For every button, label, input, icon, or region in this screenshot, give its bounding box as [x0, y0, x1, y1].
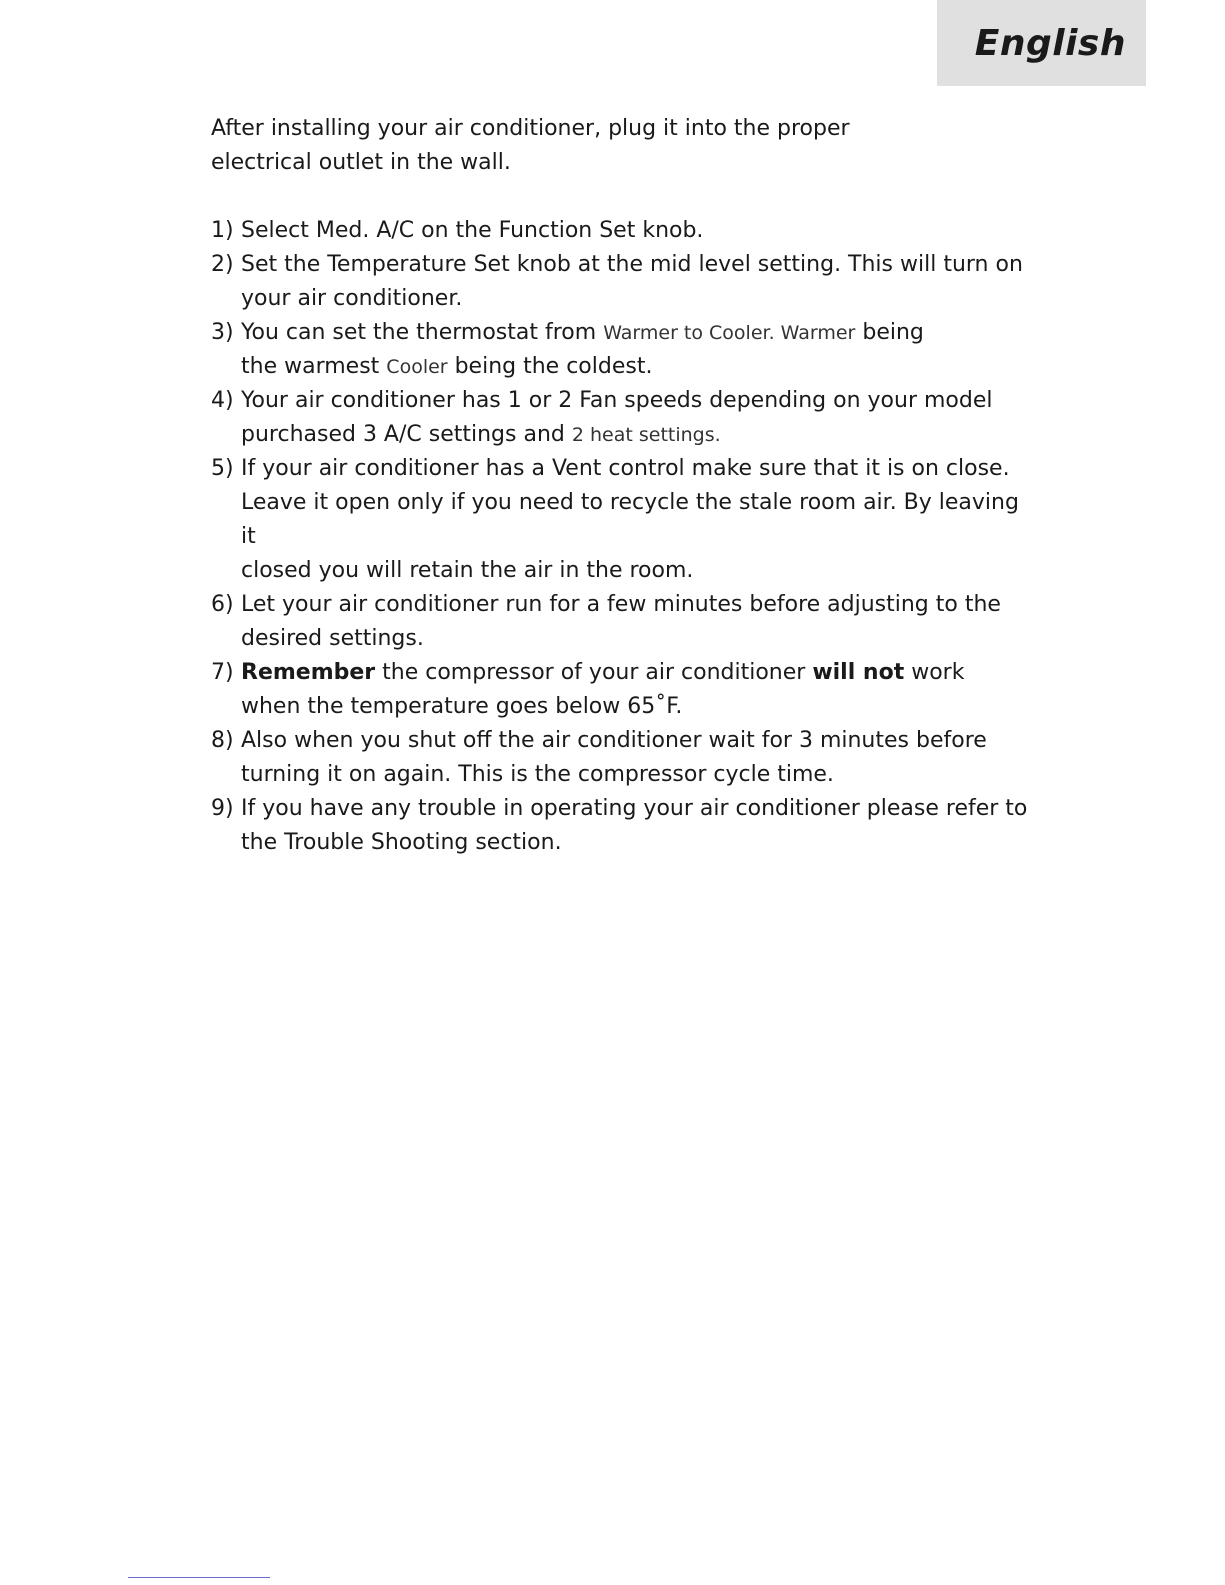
intro-line-1: After installing your air conditioner, plug it into the proper [211, 116, 850, 141]
step-emphasis: will not [812, 660, 905, 685]
step-text: Set the Temperature Set knob at the mid level setting. This will turn on [241, 252, 1023, 277]
step-text-light: Warmer to Cooler. Warmer [603, 322, 856, 344]
step-text: when the temperature goes below 65˚F. [241, 694, 683, 719]
language-label: English [974, 22, 1126, 64]
step-number: 5) [211, 456, 234, 481]
step-item [211, 384, 1031, 452]
step-item [211, 792, 1031, 860]
step-text: Select Med. A/C on the Function Set knob. [241, 218, 704, 243]
step-item [211, 248, 1031, 316]
step-item [211, 452, 1031, 588]
step-text: work [911, 660, 965, 685]
step-text: Your air conditioner has 1 or 2 Fan speeds depending on your model [241, 388, 993, 413]
step-text: If you have any trouble in operating your air conditioner please refer to [241, 796, 1028, 821]
step-text: your air conditioner. [241, 286, 463, 311]
step-text: purchased 3 A/C settings and [241, 422, 565, 447]
step-emphasis: Remember [241, 660, 376, 685]
intro-line-2: electrical outlet in the wall. [211, 150, 511, 175]
step-number: 3) [211, 320, 234, 345]
step-item [211, 316, 1031, 384]
step-text: the compressor of your air conditioner [382, 660, 806, 685]
language-tab [937, 0, 1146, 86]
instruction-steps [211, 214, 1031, 860]
step-text: desired settings. [241, 626, 424, 651]
step-text: Leave it open only if you need to recycle the stale room air. By leaving it [241, 490, 1019, 549]
step-text: being [862, 320, 924, 345]
step-text: Also when you shut off the air conditioner wait for 3 minutes before [241, 728, 987, 753]
step-number: 6) [211, 592, 234, 617]
intro-paragraph [211, 112, 1031, 180]
step-number: 7) [211, 660, 234, 685]
step-number: 8) [211, 728, 234, 753]
step-item [211, 724, 1031, 792]
step-number: 4) [211, 388, 234, 413]
step-number: 9) [211, 796, 234, 821]
step-item [211, 656, 1031, 724]
step-item [211, 214, 1031, 248]
step-number: 2) [211, 252, 234, 277]
step-text: the Trouble Shooting section. [241, 830, 562, 855]
step-number: 1) [211, 218, 234, 243]
step-text: If your air conditioner has a Vent control make sure that it is on close. [241, 456, 1010, 481]
step-text: Let your air conditioner run for a few minutes before adjusting to the [241, 592, 1001, 617]
step-text: You can set the thermostat from [241, 320, 597, 345]
step-text: the warmest [241, 354, 380, 379]
step-text: being the coldest. [454, 354, 653, 379]
footer-divider [128, 1577, 270, 1578]
step-text: turning it on again. This is the compressor cycle time. [241, 762, 834, 787]
step-text: closed you will retain the air in the room. [241, 558, 694, 583]
step-text-light: Cooler [386, 356, 448, 378]
step-text-light: 2 heat settings. [571, 424, 721, 446]
step-item [211, 588, 1031, 656]
